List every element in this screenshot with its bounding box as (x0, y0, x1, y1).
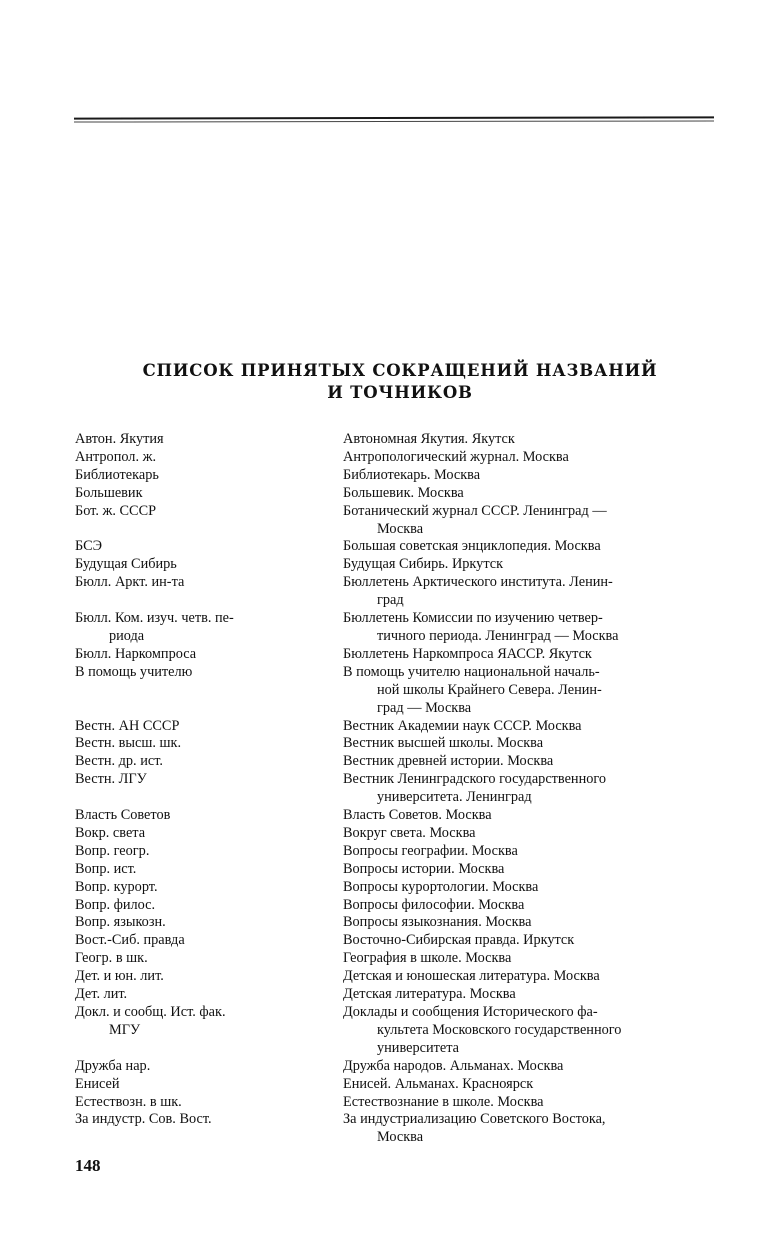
abbreviation-line: В помощь учителю (75, 663, 193, 680)
abbreviation (75, 1004, 343, 1058)
full-title (343, 646, 721, 664)
full-title-line: География в школе. Москва (343, 950, 512, 967)
full-title (343, 950, 721, 968)
abbreviation-line: Большевик (75, 484, 143, 501)
full-title (343, 503, 721, 539)
abbreviation (75, 503, 343, 539)
full-title (343, 753, 721, 771)
list-item (75, 556, 725, 574)
list-item (75, 1004, 725, 1058)
full-title-line: Детская литература. Москва (343, 986, 516, 1003)
abbreviation-line: Бот. ж. СССР (75, 502, 157, 519)
full-title-line: университета (377, 1039, 459, 1056)
abbreviation (75, 431, 343, 449)
abbreviation-line: Енисей (75, 1075, 120, 1092)
full-title (343, 467, 721, 485)
abbreviation (75, 574, 343, 610)
abbreviation-line: Будущая Сибирь (75, 556, 177, 573)
list-item (75, 825, 725, 843)
list-item (75, 646, 725, 664)
full-title (343, 610, 721, 646)
abbreviation (75, 1111, 343, 1147)
abbreviation-line: Вестн. высш. шк. (75, 735, 182, 752)
abbreviation (75, 914, 343, 932)
list-item (75, 879, 725, 897)
list-item (75, 968, 725, 986)
abbreviation (75, 897, 343, 915)
full-title (343, 556, 721, 574)
full-title-line: Вестник высшей школы. Москва (343, 735, 544, 752)
abbreviation-line: БСЭ (75, 538, 103, 555)
list-item (75, 538, 725, 556)
full-title (343, 879, 721, 897)
abbreviation (75, 807, 343, 825)
list-item (75, 986, 725, 1004)
abbreviation-line: Естествозн. в шк. (75, 1093, 182, 1110)
abbreviation (75, 610, 343, 646)
full-title-line: За индустриализацию Советского Востока, (343, 1111, 606, 1128)
abbreviation (75, 485, 343, 503)
list-item (75, 485, 725, 503)
abbreviation-line: Власть Советов (75, 807, 171, 824)
abbreviation-list (75, 431, 725, 1147)
abbreviation (75, 843, 343, 861)
abbreviation-line: Бюлл. Аркт. ин-та (75, 574, 185, 591)
full-title-line: Большевик. Москва (343, 484, 464, 501)
abbreviation (75, 1076, 343, 1094)
abbreviation-line: Дет. лит. (75, 986, 128, 1003)
list-item (75, 1094, 725, 1112)
list-item (75, 467, 725, 485)
abbreviation-line: Дет. и юн. лит. (75, 968, 164, 985)
abbreviation (75, 986, 343, 1004)
list-item (75, 897, 725, 915)
abbreviation-line: Вестн. ЛГУ (75, 771, 147, 788)
title-line-2: И ТОЧНИКОВ (327, 383, 473, 402)
list-item (75, 1111, 725, 1147)
full-title-line: Восточно-Сибирская правда. Иркутск (343, 932, 575, 949)
abbreviation (75, 950, 343, 968)
list-item (75, 843, 725, 861)
full-title (343, 897, 721, 915)
abbreviation-line: Антропол. ж. (75, 448, 157, 465)
list-item (75, 914, 725, 932)
list-item (75, 950, 725, 968)
full-title-line: университета. Ленинград (377, 789, 532, 806)
full-title (343, 1004, 721, 1058)
page-title (120, 360, 680, 404)
abbreviation (75, 664, 343, 718)
full-title (343, 485, 721, 503)
full-title (343, 1094, 721, 1112)
abbreviation-line: Вопр. курорт. (75, 878, 158, 895)
list-item (75, 932, 725, 950)
full-title (343, 968, 721, 986)
abbreviation-line: Докл. и сообщ. Ист. фак. (75, 1004, 226, 1020)
full-title (343, 449, 721, 467)
full-title-line: Большая советская энциклопедия. Москва (343, 538, 601, 555)
full-title (343, 825, 721, 843)
list-item (75, 861, 725, 879)
abbreviation-line: За индустр. Сов. Вост. (75, 1111, 212, 1128)
list-item (75, 574, 725, 610)
list-item (75, 1076, 725, 1094)
list-item (75, 718, 725, 736)
abbreviation (75, 1058, 343, 1076)
abbreviation (75, 735, 343, 753)
abbreviation (75, 718, 343, 736)
abbreviation (75, 968, 343, 986)
list-item (75, 431, 725, 449)
full-title-line: Москва (377, 520, 424, 537)
top-rule (74, 116, 714, 119)
full-title-line: Доклады и сообщения Исторического фа- (343, 1004, 598, 1020)
abbreviation-line: Автон. Якутия (75, 431, 164, 447)
abbreviation-line: Вост.-Сиб. правда (75, 932, 185, 949)
abbreviation (75, 646, 343, 664)
full-title-line: Библиотекарь. Москва (343, 466, 481, 483)
full-title-line: Вестник Академии наук СССР. Москва (343, 717, 582, 734)
list-item (75, 753, 725, 771)
abbreviation (75, 932, 343, 950)
full-title (343, 986, 721, 1004)
full-title-line: тичного периода. Ленинград — Москва (377, 627, 619, 644)
full-title (343, 771, 721, 807)
full-title-line: Вопросы курортологии. Москва (343, 878, 539, 895)
abbreviation (75, 879, 343, 897)
abbreviation-line: Библиотекарь (75, 466, 159, 483)
abbreviation-line: Вопр. геогр. (75, 842, 150, 859)
full-title-line: Бюллетень Арктического института. Ленин- (343, 574, 613, 591)
abbreviation-line: МГУ (109, 1021, 141, 1038)
abbreviation-line: Вокр. света (75, 824, 146, 841)
full-title-line: Детская и юношеская литература. Москва (343, 968, 600, 985)
full-title (343, 914, 721, 932)
abbreviation (75, 771, 343, 807)
full-title-line: Ботанический журнал СССР. Ленинград — (343, 502, 607, 519)
full-title-line: В помощь учителю национальной началь- (343, 663, 600, 680)
list-item (75, 771, 725, 807)
full-title (343, 861, 721, 879)
full-title-line: Вопросы географии. Москва (343, 842, 518, 859)
abbreviation-line: Бюлл. Ком. изуч. четв. пе- (75, 610, 234, 627)
abbreviation-line: Вопр. языкозн. (75, 914, 166, 931)
full-title (343, 843, 721, 861)
full-title-line: Вопросы истории. Москва (343, 860, 505, 877)
abbreviation-line: Бюлл. Наркомпроса (75, 645, 197, 662)
abbreviation-line: риода (109, 627, 145, 644)
abbreviation (75, 825, 343, 843)
full-title-line: Бюллетень Комиссии по изучению четвер- (343, 610, 603, 627)
page-number: 148 (75, 1156, 101, 1175)
title-line-1: СПИСОК ПРИНЯТЫХ СОКРАЩЕНИЙ НАЗВАНИЙ (142, 361, 658, 380)
full-title (343, 574, 721, 610)
full-title (343, 735, 721, 753)
abbreviation-line: Дружба нар. (75, 1057, 151, 1074)
list-item (75, 1058, 725, 1076)
full-title-line: Автономная Якутия. Якутск (343, 431, 515, 447)
full-title-line: культета Московского государственного (377, 1021, 622, 1038)
full-title-line: Вопросы философии. Москва (343, 896, 525, 913)
full-title-line: Вестник Ленинградского государственного (343, 771, 607, 788)
full-title (343, 932, 721, 950)
full-title-line: Вопросы языкознания. Москва (343, 914, 532, 931)
full-title-line: Будущая Сибирь. Иркутск (343, 556, 504, 573)
abbreviation (75, 449, 343, 467)
full-title (343, 718, 721, 736)
abbreviation (75, 467, 343, 485)
full-title (343, 431, 721, 449)
abbreviation (75, 753, 343, 771)
full-title-line: Дружба народов. Альманах. Москва (343, 1057, 564, 1074)
abbreviation (75, 538, 343, 556)
full-title (343, 1076, 721, 1094)
full-title (343, 1058, 721, 1076)
abbreviation-line: Вопр. ист. (75, 860, 137, 877)
list-item (75, 610, 725, 646)
full-title-line: Вокруг света. Москва (343, 824, 476, 841)
top-rule-thin (74, 120, 714, 122)
full-title (343, 1111, 721, 1147)
full-title-line: Естествознание в школе. Москва (343, 1093, 544, 1110)
full-title-line: град — Москва (377, 699, 472, 716)
full-title (343, 538, 721, 556)
abbreviation-line: Вестн. АН СССР (75, 717, 180, 734)
abbreviation (75, 861, 343, 879)
full-title-line: ной школы Крайнего Севера. Ленин- (377, 681, 602, 698)
full-title-line: Бюллетень Наркомпроса ЯАССР. Якутск (343, 645, 592, 662)
abbreviation-line: Геогр. в шк. (75, 950, 148, 967)
abbreviation-line: Вопр. филос. (75, 896, 156, 913)
full-title-line: Вестник древней истории. Москва (343, 753, 554, 770)
full-title-line: Москва (377, 1129, 424, 1146)
list-item (75, 735, 725, 753)
list-item (75, 449, 725, 467)
abbreviation (75, 556, 343, 574)
abbreviation-line: Вестн. др. ист. (75, 753, 163, 770)
abbreviation (75, 1094, 343, 1112)
list-item (75, 503, 725, 539)
list-item (75, 807, 725, 825)
list-item (75, 664, 725, 718)
full-title (343, 807, 721, 825)
full-title-line: град (377, 592, 404, 609)
full-title-line: Енисей. Альманах. Красноярск (343, 1075, 534, 1092)
full-title (343, 664, 721, 718)
full-title-line: Власть Советов. Москва (343, 807, 492, 824)
full-title-line: Антропологический журнал. Москва (343, 448, 569, 465)
